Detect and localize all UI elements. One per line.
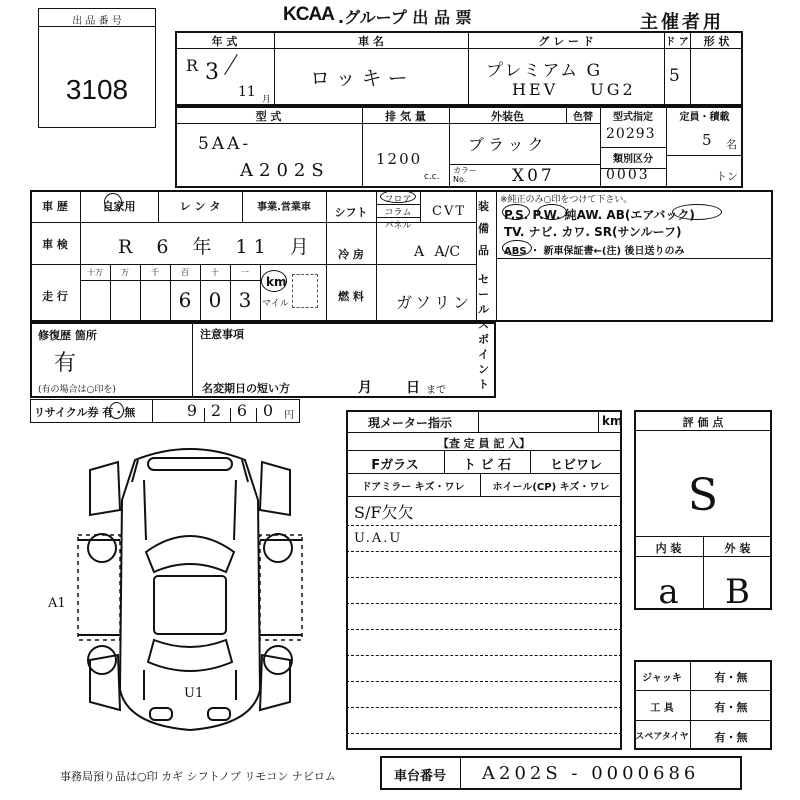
meter-label: 現メーター指示 (368, 416, 453, 430)
km-unit[interactable]: km (266, 275, 287, 289)
mileage-dashed-box (292, 274, 318, 308)
car-name-label: 車 名 (358, 35, 384, 48)
digit-label-10: 十 (211, 268, 219, 277)
form-title: .グループ 出 品 票 (338, 8, 472, 27)
recycle-label: リサイクル券 有・無 (34, 406, 136, 419)
repair-note: (有の場合は○印を) (38, 385, 116, 395)
recycle-digit-4: 0 (262, 401, 274, 420)
spare-yes-no[interactable]: 有・無 (714, 731, 748, 744)
inspection-value: R 6 年 11 月 (118, 236, 315, 258)
shift-panel[interactable]: パネル (384, 221, 412, 231)
shift-label: シフト (334, 206, 368, 219)
displacement-label: 排 気 量 (385, 110, 426, 123)
year-era: R (186, 56, 199, 75)
jack-label: ジャッキ (642, 673, 682, 684)
equipment-note: ※純正のみ○印をつけて下さい。 (500, 195, 633, 205)
category-label: 類別区分 (613, 154, 653, 165)
inspector-heading: 【査 定 員 記 入】 (437, 437, 531, 450)
model-prefix: 5AA- (198, 134, 252, 154)
score-value: S (687, 470, 719, 521)
category-value: 0003 (606, 167, 650, 183)
type-designation-label: 型式指定 (613, 112, 653, 123)
fglass-label: Fガラス (371, 458, 419, 473)
capacity-value: 5 (702, 131, 712, 149)
year-number: 3 (205, 60, 219, 85)
color-change-label: 色替 (573, 112, 593, 123)
damage-mark-u1: U1 (184, 686, 204, 701)
recycle-digit-3: 6 (236, 401, 248, 420)
mile-unit[interactable]: マイル (262, 299, 289, 309)
jack-yes-no[interactable]: 有・無 (714, 671, 748, 684)
chassis-label: 車台番号 (393, 769, 446, 784)
inspection-label: 車 検 (42, 238, 68, 251)
pw-circle (537, 204, 567, 220)
digit-label-1: 一 (241, 268, 249, 277)
inspector-note-2: U.A.U (354, 531, 403, 546)
recycle-digit-1: 9 (186, 401, 198, 420)
shift-floor[interactable]: フロア (384, 195, 412, 205)
short-deadline-label: 名変期日の短い方 (202, 382, 290, 395)
digit-label-100k: 十万 (87, 268, 103, 277)
equipment-line-3[interactable]: ABS ・ 新車保証書←(注) 後日送りのみ (504, 246, 685, 257)
score-label: 評 価 点 (682, 416, 724, 429)
door-label: ド ア (665, 37, 689, 48)
shape-label: 形 状 (703, 35, 730, 48)
model-code: A202S (240, 160, 330, 181)
exterior-color-label: 外装色 (491, 110, 524, 123)
digit-label-1k: 千 (151, 268, 159, 277)
grade-line-2: HEV UG2 (512, 80, 636, 99)
deadline-day-unit: 日 (406, 380, 420, 396)
digit-label-10k: 万 (121, 268, 129, 277)
grade-label: グ レ ー ド (538, 35, 594, 48)
mileage-digit-10: 3 (238, 288, 252, 312)
year-month-unit: 月 (262, 95, 272, 105)
grade-line-1: プレミアム G (486, 61, 603, 81)
office-note: 事務局預り品は○印 カギ シフトノブ リモコン ナビロム (60, 770, 336, 783)
fuel-label: 燃 料 (338, 290, 364, 303)
year-label: 年 式 (211, 35, 238, 48)
chip-label: ト ビ 石 (462, 458, 512, 473)
door-count: 5 (669, 66, 680, 86)
chassis-number: A202S - 0000686 (482, 763, 700, 784)
deadline-until: まで (426, 385, 446, 396)
notes-label: 注意事項 (200, 328, 244, 341)
mileage-digit-100: 0 (208, 288, 222, 312)
mileage-digit-1k: 6 (178, 288, 192, 312)
mileage-label: 走 行 (42, 290, 68, 303)
shift-floor-circle (380, 190, 416, 203)
sponsor-label: 主催者用 (640, 12, 724, 33)
color-no-value: X07 (512, 166, 555, 186)
recycle-yen: 円 (284, 410, 294, 421)
cc-unit: c.c. (424, 172, 440, 182)
business-option[interactable]: 事業.営業車 (257, 202, 311, 213)
repair-value: 有 (54, 351, 77, 376)
ps-circle (502, 204, 530, 220)
repair-label: 修復歴 箇所 (38, 329, 97, 342)
digit-label-100: 百 (181, 268, 189, 277)
recycle-yes-circle (109, 402, 124, 419)
displacement-value: 1200 (376, 150, 423, 168)
meter-km: km (602, 414, 623, 428)
airbag-circle (672, 204, 722, 220)
inspector-note-1: S/F欠欠 (354, 503, 414, 522)
spare-tire-label: スペアタイヤ (635, 732, 689, 742)
equipment-line-1[interactable]: P.S. P.W. 純AW. AB(エアバック) (504, 208, 695, 222)
interior-grade: a (658, 572, 679, 612)
capacity-label: 定員・積載 (679, 112, 730, 123)
tools-label: 工 具 (650, 703, 674, 714)
load-unit: トン (716, 170, 738, 183)
damage-mark-a1: A1 (48, 596, 66, 611)
abs-circle (502, 240, 532, 256)
equipment-line-2[interactable]: TV. ナビ. カワ. SR(サンルーフ) (504, 225, 682, 239)
wheel-label: ホイール(CP) キズ・ワレ (492, 482, 610, 493)
private-use-option[interactable]: 自家用 (102, 200, 136, 213)
color-no-label: カラー No. (453, 166, 477, 184)
recycle-digit-2: 2 (210, 401, 222, 420)
crack-label: ヒビワレ (549, 458, 602, 473)
model-label: 型 式 (255, 110, 282, 123)
km-circle (261, 270, 287, 292)
fuel-value: ガソリン (396, 293, 473, 312)
lot-number: 3108 (65, 74, 129, 105)
deadline-month-unit: 月 (358, 380, 372, 396)
interior-label: 内 装 (655, 542, 682, 555)
sales-point-label: セールスポイント (478, 273, 489, 391)
year-month: 11 (238, 84, 256, 100)
shift-column[interactable]: コラム (384, 208, 412, 218)
car-name: ロッキー (310, 66, 414, 90)
equipment-label: 装備品 (478, 200, 489, 257)
exterior-label: 外 装 (724, 542, 751, 555)
tools-yes-no[interactable]: 有・無 (714, 701, 748, 714)
logo: KCAA (283, 4, 334, 25)
private-use-circle (104, 193, 122, 211)
lot-number-label: 出 品 番 号 (72, 16, 122, 27)
history-label: 車 歴 (42, 200, 68, 213)
door-mirror-label: ドアミラー キズ・ワレ (361, 482, 465, 493)
aircon-label: 冷 房 (338, 248, 364, 261)
rental-option[interactable]: レ ン タ (179, 200, 221, 213)
capacity-unit: 名 (726, 138, 737, 151)
type-designation-value: 20293 (606, 126, 656, 142)
exterior-color-value: ブラック (468, 135, 548, 154)
aircon-value: A A/C (414, 244, 461, 260)
shift-value: CVT (432, 204, 467, 219)
exterior-grade: B (725, 572, 750, 612)
